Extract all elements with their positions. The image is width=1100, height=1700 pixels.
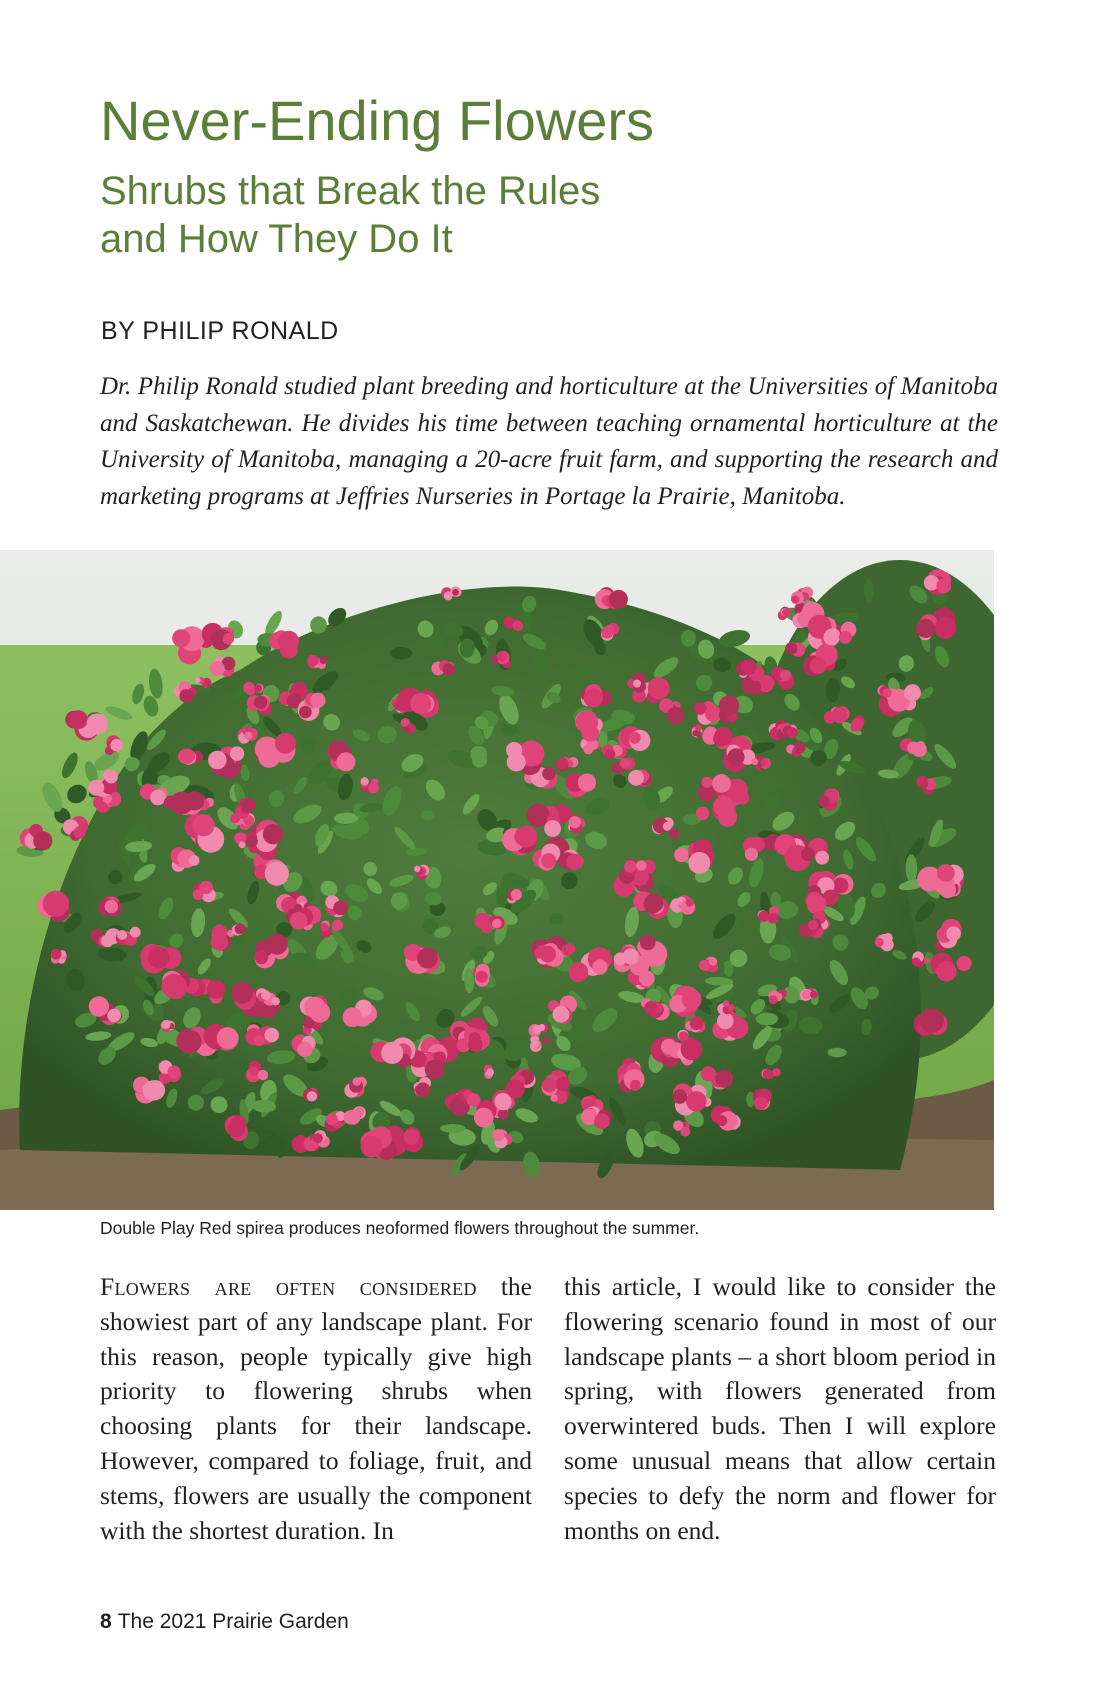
author-byline: BY PHILIP RONALD	[101, 317, 339, 345]
bloom	[719, 696, 739, 724]
photo-caption: Double Play Red spirea produces neoformed flowers throughout the summer.	[100, 1218, 700, 1238]
body-text-1: the showiest part of any landscape plant. For this reason, people typically give high priority to flowering shrubs when choosing plants for their landscape. However, compared to foliage, fruit, and stems, flowers are usually the component with the shortest duration. In	[100, 1272, 532, 1545]
bloom	[51, 949, 67, 964]
leaf	[440, 1124, 466, 1133]
author-bio: Dr. Philip Ronald studied plant breeding and horticulture at the Universities of Manitoba and Saskatchewan. He divides his time between teaching ornamental horticulture at the University of Manitoba, managing a 20-acre fruit farm, and supporting the research and marketing programs at Jeffries Nurseries in Portage la Prairie, Manitoba.	[100, 373, 998, 510]
publication-name: The 2021 Prairie Garden	[117, 1610, 349, 1633]
bloom	[307, 655, 327, 669]
lead-in: Flowers are often considered	[100, 1272, 477, 1301]
bloom	[691, 724, 702, 737]
page-number: 8	[100, 1610, 112, 1633]
bloom	[506, 741, 544, 776]
body-column-right: this article, I would like to consider the flowering scenario found in most of our landscape plants – a short bloom period in spring, with flowers generated from overwintered buds. Then I will explore some unusual means that allow certain species to defy the norm and flower for months on end.	[564, 1272, 996, 1545]
article-subtitle	[100, 167, 800, 263]
leaf	[756, 1013, 778, 1026]
subtitle-line-1: Shrubs that Break the Rules	[100, 169, 601, 213]
spirea-photo	[0, 550, 994, 1210]
article-title: Never-Ending Flowers	[100, 89, 654, 152]
page-footer	[100, 1610, 349, 1634]
subtitle-line-2: and How They Do It	[100, 217, 453, 261]
body-column-left	[100, 1270, 532, 1548]
